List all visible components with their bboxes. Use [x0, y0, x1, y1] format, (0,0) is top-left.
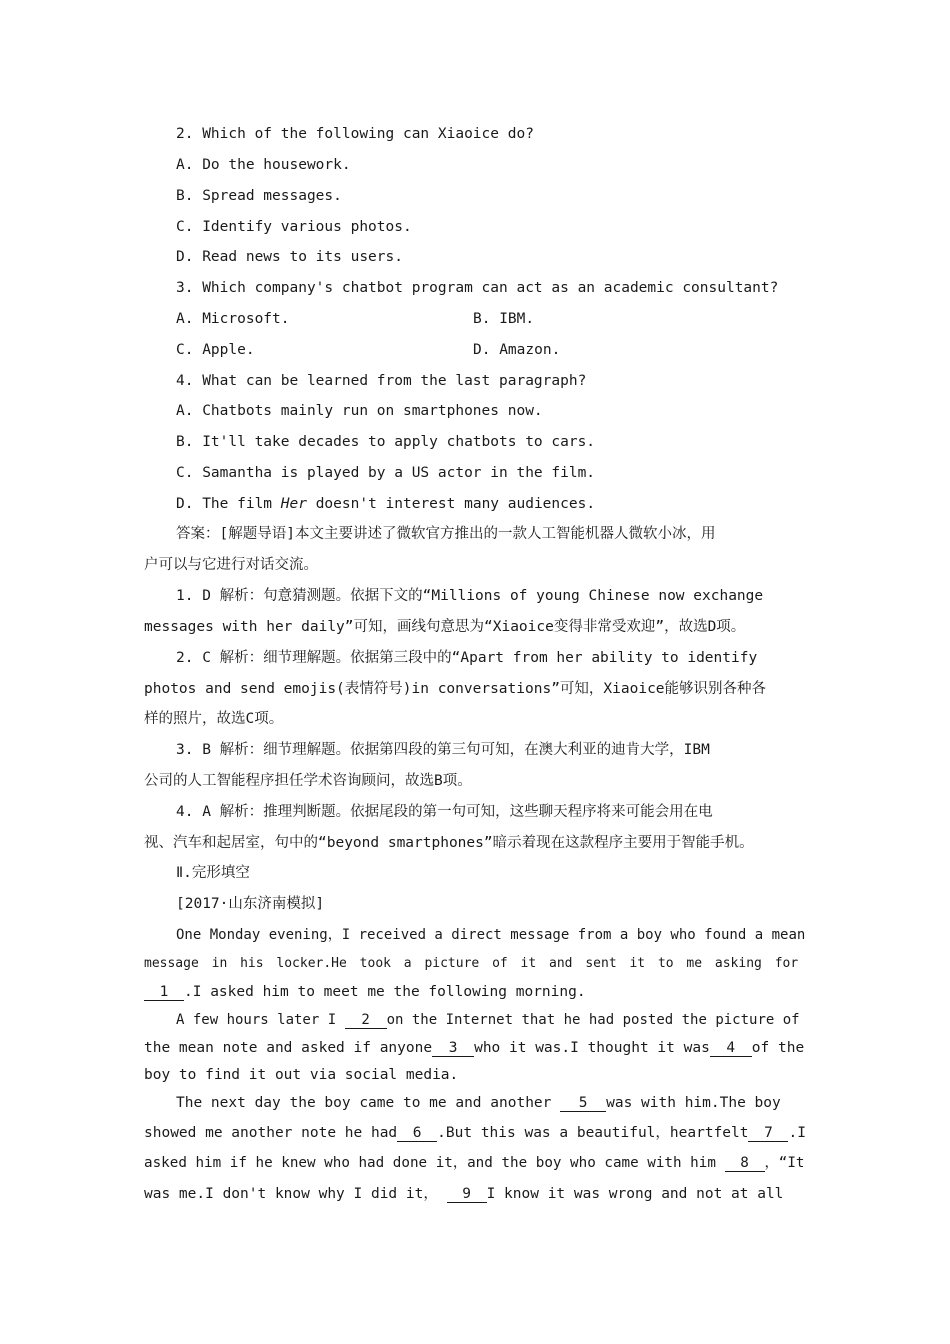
passage-text: was me.I don't know why I did it， [144, 1186, 438, 1202]
passage-p3-line-3 [144, 1153, 805, 1173]
passage-text: who it was.I thought it was [474, 1040, 710, 1056]
answer-3-line-2: 公司的人工智能程序担任学术咨询顾问，故选B项。 [144, 773, 472, 789]
option-d-text-start: D. The film [176, 496, 281, 512]
passage-text: A few hours later I [176, 1012, 337, 1028]
blank-7[interactable]: 7 [748, 1125, 788, 1142]
answer-1-line-2: messages with her daily”可知，画线句意思为“Xiaoice变得非常受欢迎”，故选D项。 [144, 619, 746, 635]
answer-2-line-3: 样的照片，故选C项。 [144, 711, 284, 727]
question-2-stem: 2. Which of the following can Xiaoice do? [176, 126, 534, 142]
blank-4[interactable]: 4 [710, 1040, 752, 1057]
question-4-option-c: C. Samantha is played by a US actor in the film. [176, 465, 596, 481]
blank-9[interactable]: 9 [447, 1186, 487, 1203]
section-source: [2017·山东济南模拟] [176, 896, 325, 912]
passage-text: of the [751, 1040, 805, 1056]
question-3-option-d: D. Amazon. [473, 342, 561, 358]
passage-text: was with him.The boy [606, 1095, 781, 1111]
passage-text: .I asked him to meet me the following morning. [184, 984, 586, 1000]
passage-p2-line-1 [176, 1010, 800, 1030]
blank-1[interactable]: 1 [144, 984, 184, 1001]
passage-text: .But this was a beautiful，heartfelt [437, 1125, 749, 1141]
passage-p3-line-1 [176, 1093, 781, 1113]
question-3-option-a: A. Microsoft. [176, 311, 290, 327]
question-4-option-d [176, 494, 595, 514]
answer-3-line-1: 3. B 解析：细节理解题。依据第四段的第三句可知，在澳大利亚的迪肯大学，IBM [176, 742, 710, 758]
passage-text: the mean note and asked if anyone [144, 1040, 433, 1056]
option-d-text-end: doesn't interest many audiences. [306, 496, 596, 512]
passage-text: showed me another note he had [144, 1125, 398, 1141]
blank-2[interactable]: 2 [345, 1012, 387, 1029]
blank-6[interactable]: 6 [397, 1125, 437, 1142]
passage-text: ，“It [764, 1155, 805, 1171]
answer-4-line-2: 视、汽车和起居室，句中的“beyond smartphones”暗示着现在这款程序主要用于智能手机。 [144, 835, 754, 851]
question-3-stem: 3. Which company's chatbot program can act as an academic consultant? [176, 280, 779, 296]
passage-p1-line-3 [144, 982, 586, 1002]
question-3-option-c: C. Apple. [176, 342, 255, 358]
question-4-option-a: A. Chatbots mainly run on smartphones now. [176, 403, 543, 419]
passage-text: asked him if he knew who had done it，and the boy who came with him [144, 1155, 716, 1171]
passage-text: on the Internet that he had posted the picture of [386, 1012, 800, 1028]
film-title: Her [280, 496, 307, 512]
passage-p1-line-2: message in his locker.He took a picture of it and sent it to me asking for [144, 956, 799, 971]
question-4-option-b: B. It'll take decades to apply chatbots to cars. [176, 434, 596, 450]
passage-p3-line-4 [144, 1184, 783, 1204]
answer-4-line-1: 4. A 解析：推理判断题。依据尾段的第一句可知，这些聊天程序将来可能会用在电 [176, 804, 713, 820]
answer-intro-line-1: 答案：[解题导语]本文主要讲述了微软官方推出的一款人工智能机器人微软小冰，用 [176, 526, 716, 542]
passage-p2-line-2 [144, 1038, 804, 1058]
answer-2-line-1: 2. C 解析：细节理解题。依据第三段中的“Apart from her ability to identify [176, 650, 758, 666]
blank-3[interactable]: 3 [432, 1040, 474, 1057]
passage-p1-line-1: One Monday evening，I received a direct message from a boy who found a mean [176, 927, 806, 943]
answer-intro-line-2: 户可以与它进行对话交流。 [144, 557, 318, 573]
question-2-option-a: A. Do the housework. [176, 157, 351, 173]
passage-p3-line-2 [144, 1123, 806, 1143]
passage-text: I know it was wrong and not at all [486, 1186, 784, 1202]
passage-p2-line-3: boy to find it out via social media. [144, 1067, 459, 1083]
passage-text: The next day the boy came to me and another [176, 1095, 552, 1111]
question-2-option-d: D. Read news to its users. [176, 249, 403, 265]
question-2-option-c: C. Identify various photos. [176, 219, 412, 235]
section-heading: Ⅱ.完形填空 [176, 865, 250, 881]
question-2-option-b: B. Spread messages. [176, 188, 342, 204]
answer-2-line-2: photos and send emojis(表情符号)in conversations”可知，Xiaoice能够识别各种各 [144, 681, 767, 697]
question-3-option-b: B. IBM. [473, 311, 535, 327]
question-4-stem: 4. What can be learned from the last paragraph? [176, 373, 587, 389]
passage-text: .I [788, 1125, 806, 1141]
answer-1-line-1: 1. D 解析：句意猜测题。依据下文的“Millions of young Chinese now exchange [176, 588, 764, 604]
blank-5[interactable]: 5 [560, 1095, 606, 1112]
blank-8[interactable]: 8 [725, 1155, 765, 1172]
